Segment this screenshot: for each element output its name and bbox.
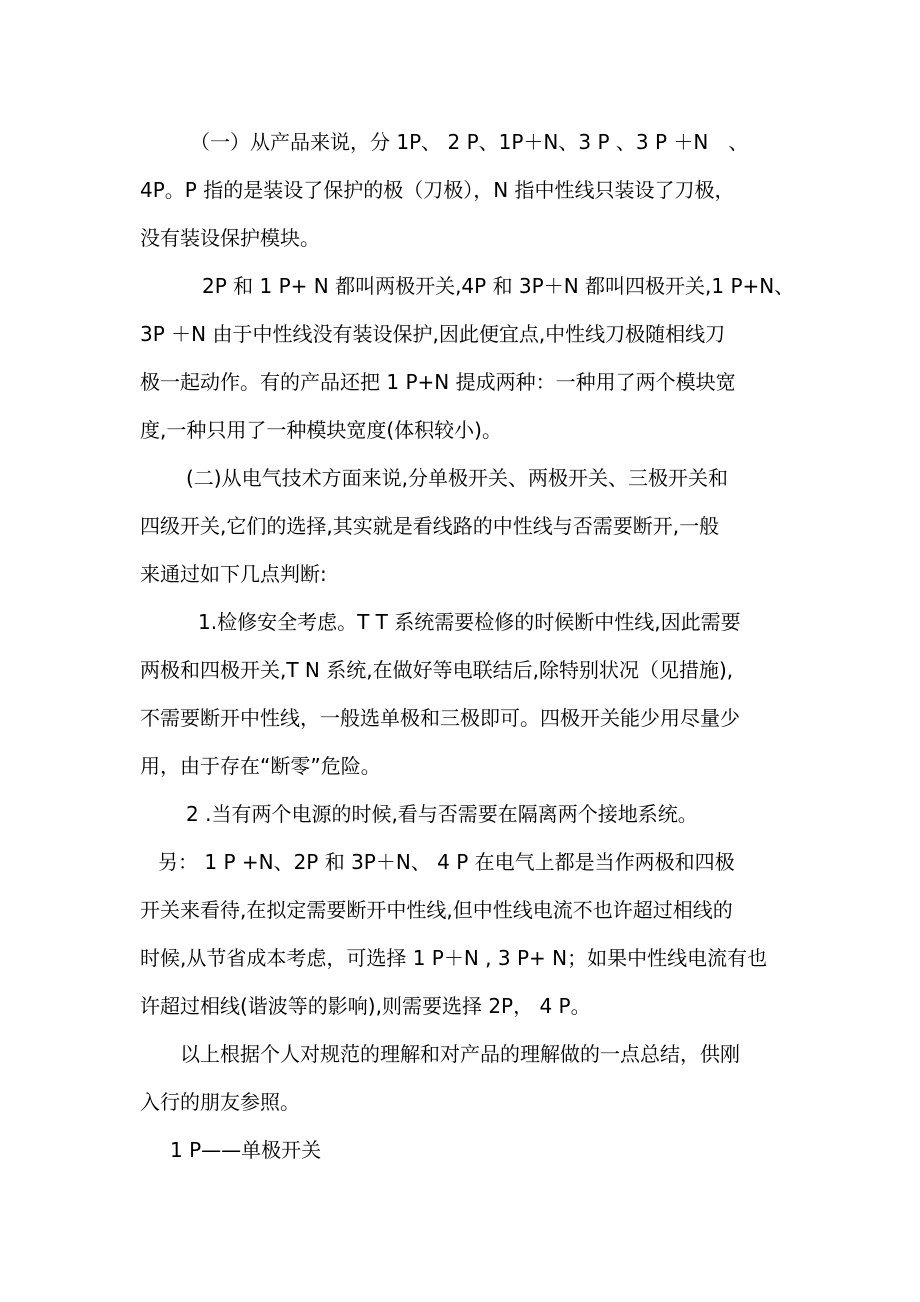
paragraph-3-line-1: (二)从电气技术方面来说,分单极开关、两极开关、三极开关和: [186, 466, 728, 490]
paragraph-5-line-1: 2 .当有两个电源的时候,看与否需要在隔离两个接地系统。: [186, 802, 698, 826]
paragraph-6-line-4: 许超过相线(谐波等的影响),则需要选择 2P， 4 P。: [140, 994, 591, 1018]
paragraph-7-line-1: 以上根据个人对规范的理解和对产品的理解做的一点总结，供刚: [180, 1042, 740, 1066]
paragraph-4-line-2: 两极和四极开关,T N 系统,在做好等电联结后,除特别状况（见措施),: [140, 658, 734, 682]
paragraph-2-line-4: 度,一种只用了一种模块宽度(体积较小)。: [140, 418, 502, 442]
paragraph-6-line-3: 时候,从节省成本考虑，可选择 1 P＋N , 3 P+ N；如果中性线电流有也: [140, 946, 768, 970]
heading-1p-single-pole: 1 P——单极开关: [170, 1138, 322, 1162]
paragraph-3-line-3: 来通过如下几点判断:: [140, 562, 327, 586]
paragraph-3-line-2: 四级开关,它们的选择,其实就是看线路的中性线与否需要断开,一般: [140, 514, 720, 538]
paragraph-2-line-1: 2P 和 1 P+ N 都叫两极开关,4P 和 3P＋N 都叫四极开关,1 P+N、: [202, 274, 795, 298]
paragraph-1-line-1: （一）从产品来说，分 1P、 2 P、1P＋N、3 P 、3 P ＋N 、: [190, 130, 749, 154]
paragraph-4-line-3: 不需要断开中性线，一般选单极和三极即可。四极开关能少用尽量少: [140, 706, 740, 730]
paragraph-6-line-1: 另： 1 P +N、2P 和 3P＋N、 4 P 在电气上都是当作两极和四极: [158, 850, 735, 874]
paragraph-7-line-2: 入行的朋友参照。: [140, 1090, 300, 1114]
paragraph-1-line-2: 4P。P 指的是装设了保护的极（刀极），N 指中性线只装设了刀极，: [140, 178, 735, 202]
paragraph-2-line-3: 极一起动作。有的产品还把 1 P+N 提成两种：一种用了两个模块宽: [140, 370, 736, 394]
paragraph-1-line-3: 没有装设保护模块。: [140, 226, 320, 250]
paragraph-2-line-2: 3P ＋N 由于中性线没有装设保护,因此便宜点,中性线刀极随相线刀: [140, 322, 726, 346]
paragraph-4-line-1: 1.检修安全考虑。T T 系统需要检修的时候断中性线,因此需要: [198, 610, 741, 634]
paragraph-6-line-2: 开关来看待,在拟定需要断开中性线,但中性线电流不也许超过相线的: [140, 898, 733, 922]
paragraph-4-line-4: 用，由于存在“断零”危险。: [140, 754, 381, 778]
